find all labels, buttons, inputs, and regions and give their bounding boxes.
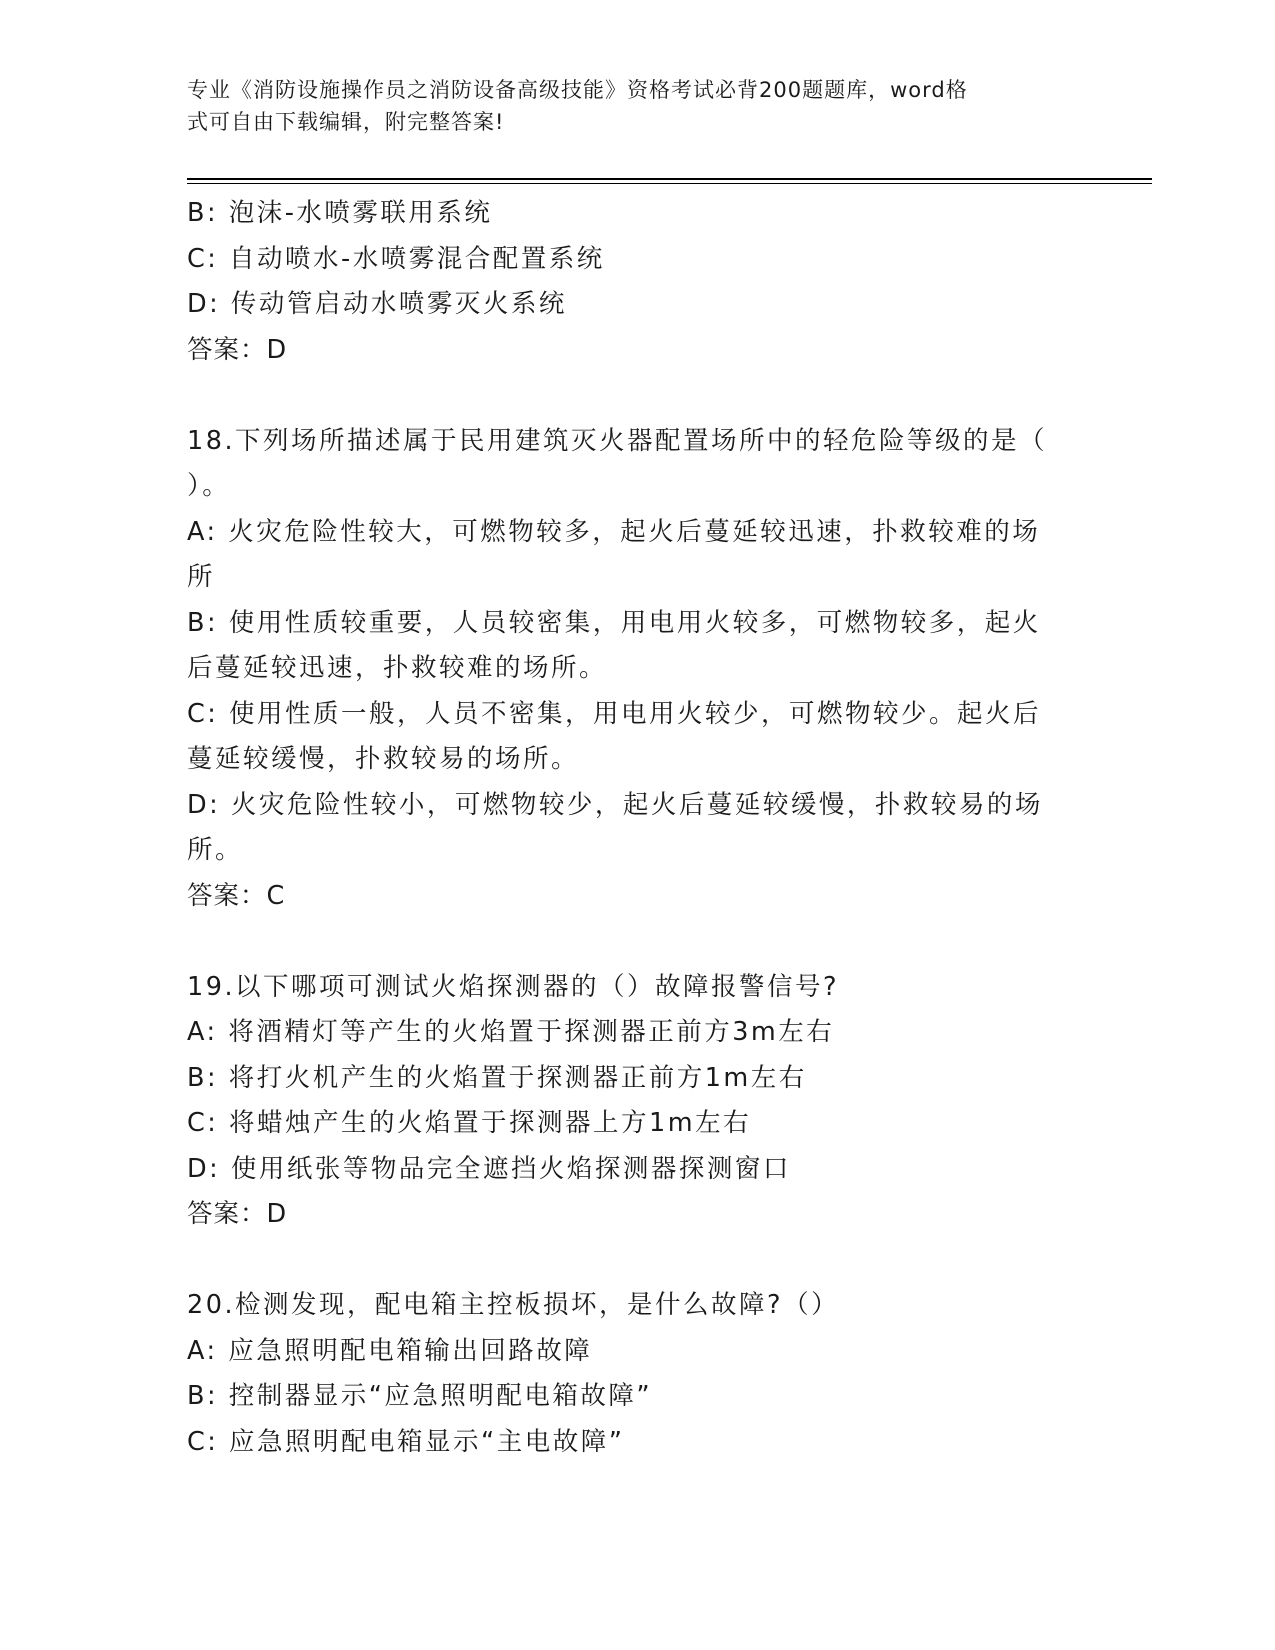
header-divider-thick — [187, 178, 1152, 180]
q17-option-c: C: 自动喷水-水喷雾混合配置系统 — [187, 243, 605, 274]
q18-option-c-line-1: C: 使用性质一般，人员不密集，用电用火较少，可燃物较少。起火后 — [187, 698, 1042, 729]
document-header — [187, 74, 1067, 138]
q17-option-b: B: 泡沫-水喷雾联用系统 — [187, 198, 493, 228]
spacer — [187, 1238, 1077, 1284]
question-18-block — [187, 419, 1077, 920]
q18-option-d-line-2: 所。 — [187, 835, 244, 865]
q18-option-d-line-1: D: 火灾危险性较小，可燃物较少，起火后蔓延较缓慢，扑救较易的场 — [187, 789, 1043, 820]
q18-answer: 答案：C — [187, 880, 286, 911]
question-19-block — [187, 965, 1077, 1238]
q18-question-line-2: ）。 — [187, 471, 231, 501]
header-divider-thin — [187, 183, 1152, 184]
question-content — [187, 191, 1077, 1465]
q18-option-a-line-2: 所 — [187, 562, 216, 592]
q20-option-a: A: 应急照明配电箱输出回路故障 — [187, 1335, 593, 1366]
q18-option-c-line-2: 蔓延较缓慢，扑救较易的场所。 — [187, 744, 580, 774]
q20-question: 20.检测发现，配电箱主控板损坏，是什么故障?（） — [187, 1290, 840, 1320]
q17-option-d: D: 传动管启动水喷雾灭火系统 — [187, 289, 567, 319]
q18-question-line-1: 18.下列场所描述属于民用建筑灭火器配置场所中的轻危险等级的是（ — [187, 425, 1048, 456]
q19-question: 19.以下哪项可测试火焰探测器的（）故障报警信号? — [187, 971, 840, 1002]
q20-option-b: B: 控制器显示“应急照明配电箱故障” — [187, 1381, 653, 1411]
header-title-line-1: 专业《消防设施操作员之消防设备高级技能》资格考试必背200题题库，word格 — [187, 78, 968, 102]
q19-option-a: A: 将酒精灯等产生的火焰置于探测器正前方3m左右 — [187, 1017, 835, 1047]
q18-option-b-line-2: 后蔓延较迅速，扑救较难的场所。 — [187, 653, 608, 683]
question-20-block — [187, 1283, 1077, 1465]
header-title-line-2: 式可自由下载编辑，附完整答案! — [187, 110, 505, 134]
spacer — [187, 373, 1077, 419]
q18-option-a-line-1: A: 火灾危险性较大，可燃物较多，起火后蔓延较迅速，扑救较难的场 — [187, 516, 1041, 547]
q17-answer: 答案：D — [187, 334, 288, 365]
q20-option-c: C: 应急照明配电箱显示“主电故障” — [187, 1426, 625, 1457]
q19-option-b: B: 将打火机产生的火焰置于探测器正前方1m左右 — [187, 1062, 807, 1093]
question-17-block — [187, 191, 1077, 373]
spacer — [187, 919, 1077, 965]
q19-option-c: C: 将蜡烛产生的火焰置于探测器上方1m左右 — [187, 1108, 752, 1138]
q18-option-b-line-1: B: 使用性质较重要，人员较密集，用电用火较多，可燃物较多，起火 — [187, 607, 1041, 638]
q19-answer: 答案：D — [187, 1199, 288, 1229]
q19-option-d: D: 使用纸张等物品完全遮挡火焰探测器探测窗口 — [187, 1153, 791, 1184]
